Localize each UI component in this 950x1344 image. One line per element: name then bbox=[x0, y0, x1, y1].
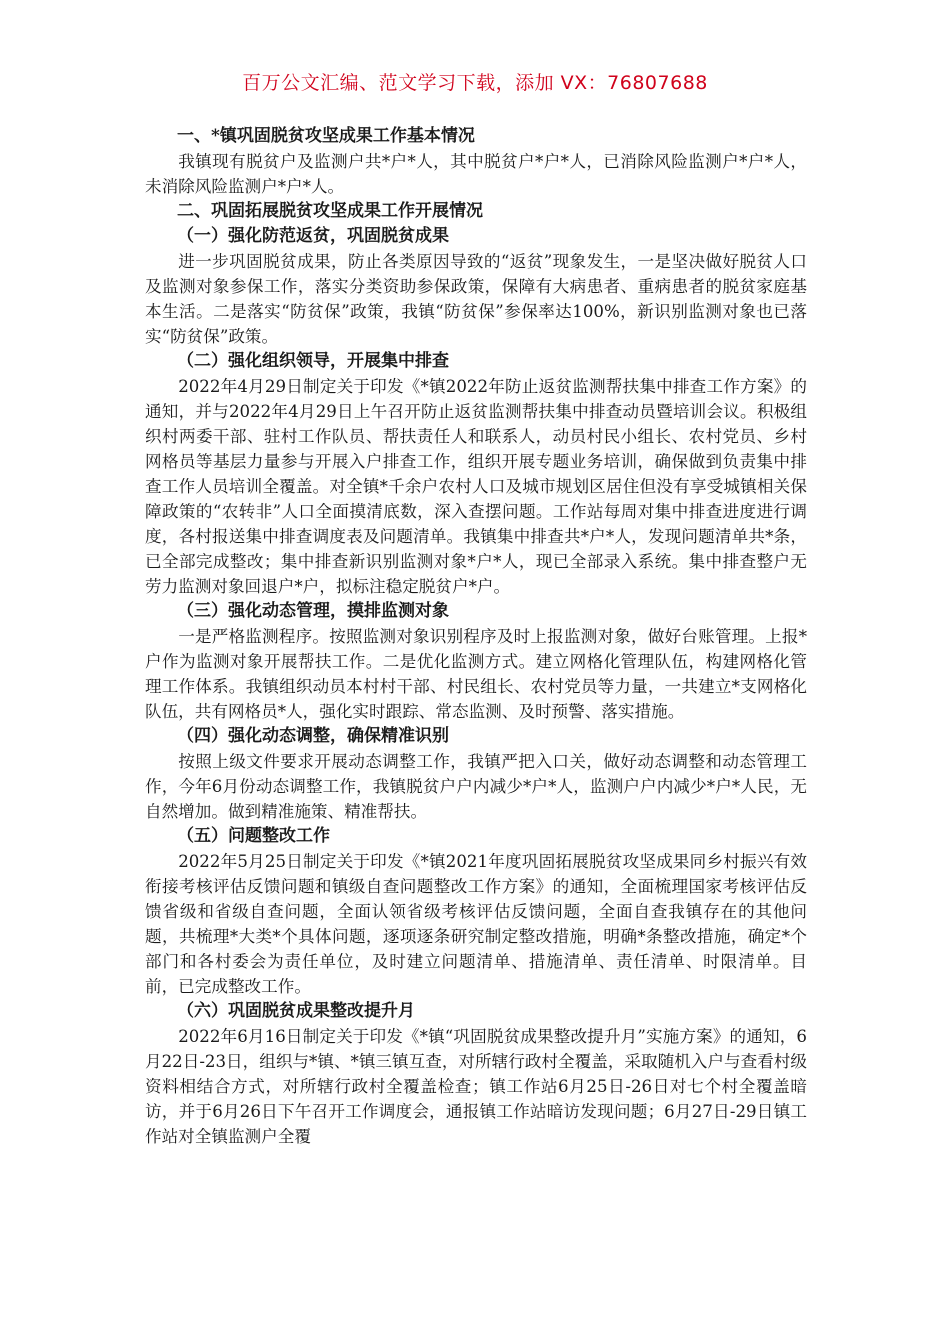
watermark-banner: 百万公文汇编、范文学习下载，添加 VX：76807688 bbox=[242, 72, 708, 94]
paragraph: 一是严格监测程序。按照监测对象识别程序及时上报监测对象，做好台账管理。上报*户作为监测对象开展帮扶工作。二是优化监测方式。建立网格化管理队伍，构建网格化管理工作体系。我镇组织动员本村村干部、村民组长、农村党员等力量，一共建立*支网格化队伍，共有网格员*人，强化实时跟踪、常态监测、及时预警、落实措施。 bbox=[145, 627, 807, 721]
paragraph: 按照上级文件要求开展动态调整工作，我镇严把入口关，做好动态调整和动态管理工作，今年6月份动态调整工作，我镇脱贫户户内减少*户*人，监测户户内减少*户*人民，无自然增加。做到精准施策、精准帮扶。 bbox=[145, 752, 807, 821]
subsection-heading-3: （三）强化动态管理，摸排监测对象 bbox=[177, 601, 449, 621]
paragraph: 2022年4月29日制定关于印发《*镇2022年防止返贫监测帮扶集中排查工作方案》的通知，并与2022年4月29日上午召开防止返贫监测帮扶集中排查动员暨培训会议。积极组织村两委干部、驻村工作队员、帮扶责任人和联系人，动员村民小组长、农村党员、乡村网格员等基层力量参与开展入户排查工作，组织开展专题业务培训，确保做到负责集中排查工作人员培训全覆盖。对全镇*千余户农村人口及城市规划区居住但没有享受城镇相关保障政策的“农转非”人口全面摸清底数，深入查摆问题。工作站每周对集中排查进度进行调度，各村报送集中排查调度表及问题清单。我镇集中排查共*户*人，发现问题清单共*条，已全部完成整改；集中排查新识别监测对象*户*人，现已全部录入系统。集中排查整户无劳力监测对象回退户*户，拟标注稳定脱贫户*户。 bbox=[145, 377, 807, 596]
paragraph: 2022年5月25日制定关于印发《*镇2021年度巩固拓展脱贫攻坚成果同乡村振兴有效衔接考核评估反馈问题和镇级自查问题整改工作方案》的通知，全面梳理国家考核评估反馈省级和省级自查问题，全面认领省级考核评估反馈问题，全面自查我镇存在的其他问题，共梳理*大类*个具体问题，逐项逐条研究制定整改措施，明确*条整改措施，确定*个部门和各村委会为责任单位，及时建立问题清单、措施清单、责任清单、时限清单。目前，已完成整改工作。 bbox=[145, 852, 807, 996]
subsection-heading-1: （一）强化防范返贫，巩固脱贫成果 bbox=[177, 226, 449, 246]
section-heading-1: 一、*镇巩固脱贫攻坚成果工作基本情况 bbox=[177, 126, 475, 146]
subsection-heading-2: （二）强化组织领导，开展集中排查 bbox=[177, 351, 449, 371]
section-heading-2: 二、巩固拓展脱贫攻坚成果工作开展情况 bbox=[177, 201, 483, 221]
subsection-heading-6: （六）巩固脱贫成果整改提升月 bbox=[177, 1001, 415, 1021]
paragraph: 进一步巩固脱贫成果，防止各类原因导致的“返贫”现象发生，一是坚决做好脱贫人口及监测对象参保工作，落实分类资助参保政策，保障有大病患者、重病患者的脱贫家庭基本生活。二是落实“防贫保”政策，我镇“防贫保”参保率达100%，新识别监测对象也已落实“防贫保”政策。 bbox=[145, 252, 807, 346]
paragraph: 2022年6月16日制定关于印发《*镇“巩固脱贫成果整改提升月”实施方案》的通知，6月22日-23日，组织与*镇、*镇三镇互查，对所辖行政村全覆盖，采取随机入户与查看村级资料相结合方式，对所辖行政村全覆盖检查；镇工作站6月25日-26日对七个村全覆盖暗访，并于6月26日下午召开工作调度会，通报镇工作站暗访发现问题；6月27日-29日镇工作站对全镇监测户全覆 bbox=[145, 1027, 807, 1146]
paragraph: 我镇现有脱贫户及监测户共*户*人，其中脱贫户*户*人，已消除风险监测户*户*人，未消除风险监测户*户*人。 bbox=[145, 152, 807, 196]
subsection-heading-5: （五）问题整改工作 bbox=[177, 826, 330, 846]
document-body bbox=[145, 124, 807, 1149]
subsection-heading-4: （四）强化动态调整，确保精准识别 bbox=[177, 726, 449, 746]
